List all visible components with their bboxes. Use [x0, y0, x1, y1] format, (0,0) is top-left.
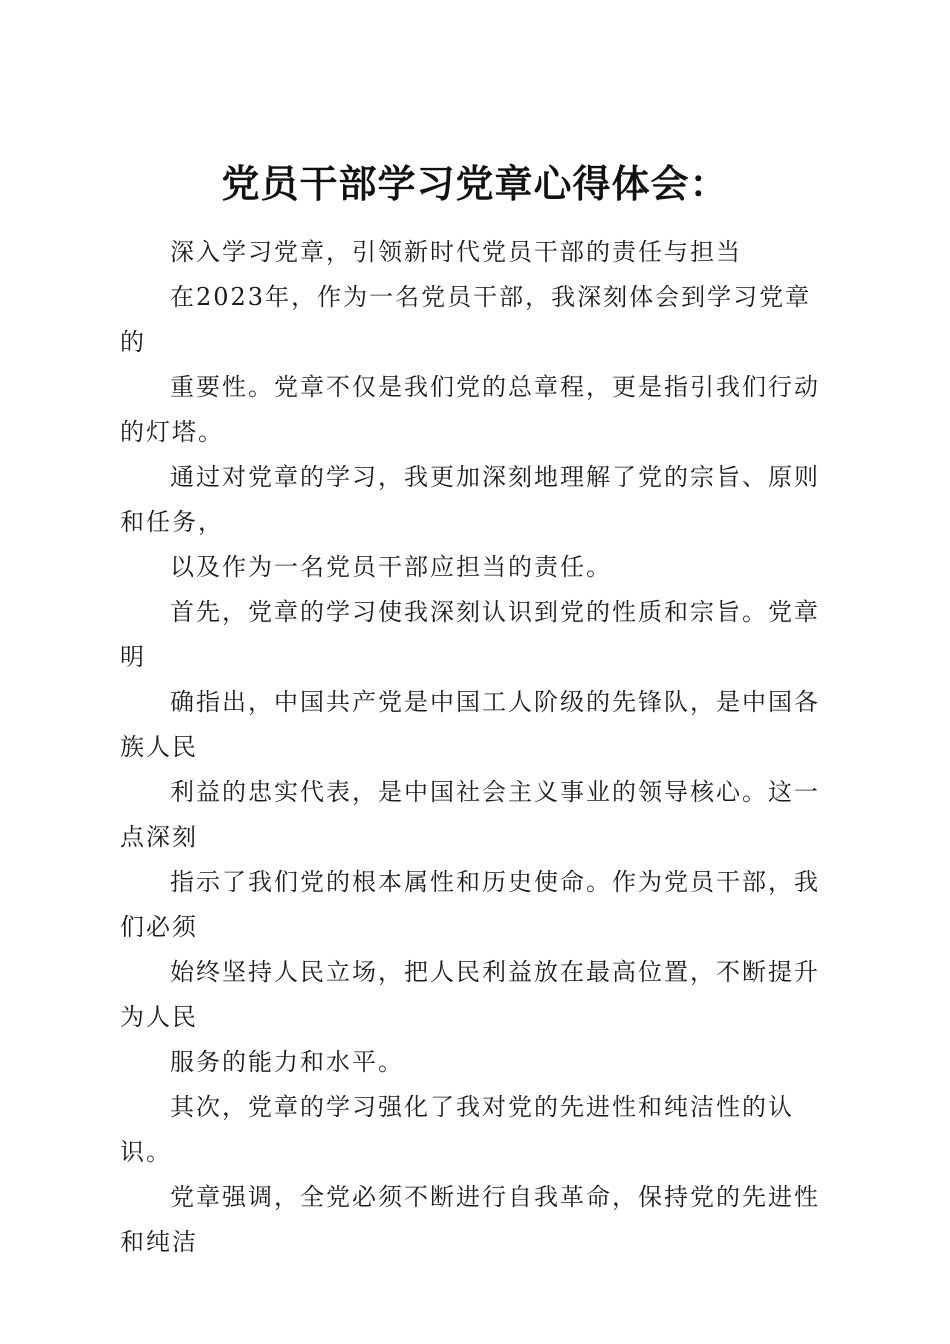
- paragraph: 以及作为一名党员干部应担当的责任。: [170, 553, 612, 581]
- paragraph: 其次，党章的学习强化了我对党的先进性和纯洁性的认识。: [120, 1093, 794, 1166]
- paragraph: 指示了我们党的根本属性和历史使命。作为党员干部，我们必须: [120, 868, 820, 941]
- document-title: 党员干部学习党章心得体会：: [221, 161, 729, 207]
- document-body: [120, 230, 825, 1265]
- paragraph: 党章强调，全党必须不断进行自我革命，保持党的先进性和纯洁: [120, 1183, 820, 1256]
- paragraph: 服务的能力和水平。: [170, 1048, 404, 1076]
- paragraph: 通过对党章的学习，我更加深刻地理解了党的宗旨、原则和任务，: [120, 463, 820, 536]
- paragraph: 重要性。党章不仅是我们党的总章程，更是指引我们行动的灯塔。: [120, 373, 820, 446]
- paragraph: 首先，党章的学习使我深刻认识到党的性质和宗旨。党章明: [120, 598, 820, 671]
- paragraph: 确指出，中国共产党是中国工人阶级的先锋队，是中国各族人民: [120, 688, 820, 761]
- paragraph: 始终坚持人民立场，把人民利益放在最高位置，不断提升为人民: [120, 958, 820, 1031]
- paragraph: 深入学习党章，引领新时代党员干部的责任与担当: [170, 238, 742, 266]
- paragraph: 在2023年，作为一名党员干部，我深刻体会到学习党章的: [120, 283, 812, 356]
- paragraph: 利益的忠实代表，是中国社会主义事业的领导核心。这一点深刻: [120, 778, 820, 851]
